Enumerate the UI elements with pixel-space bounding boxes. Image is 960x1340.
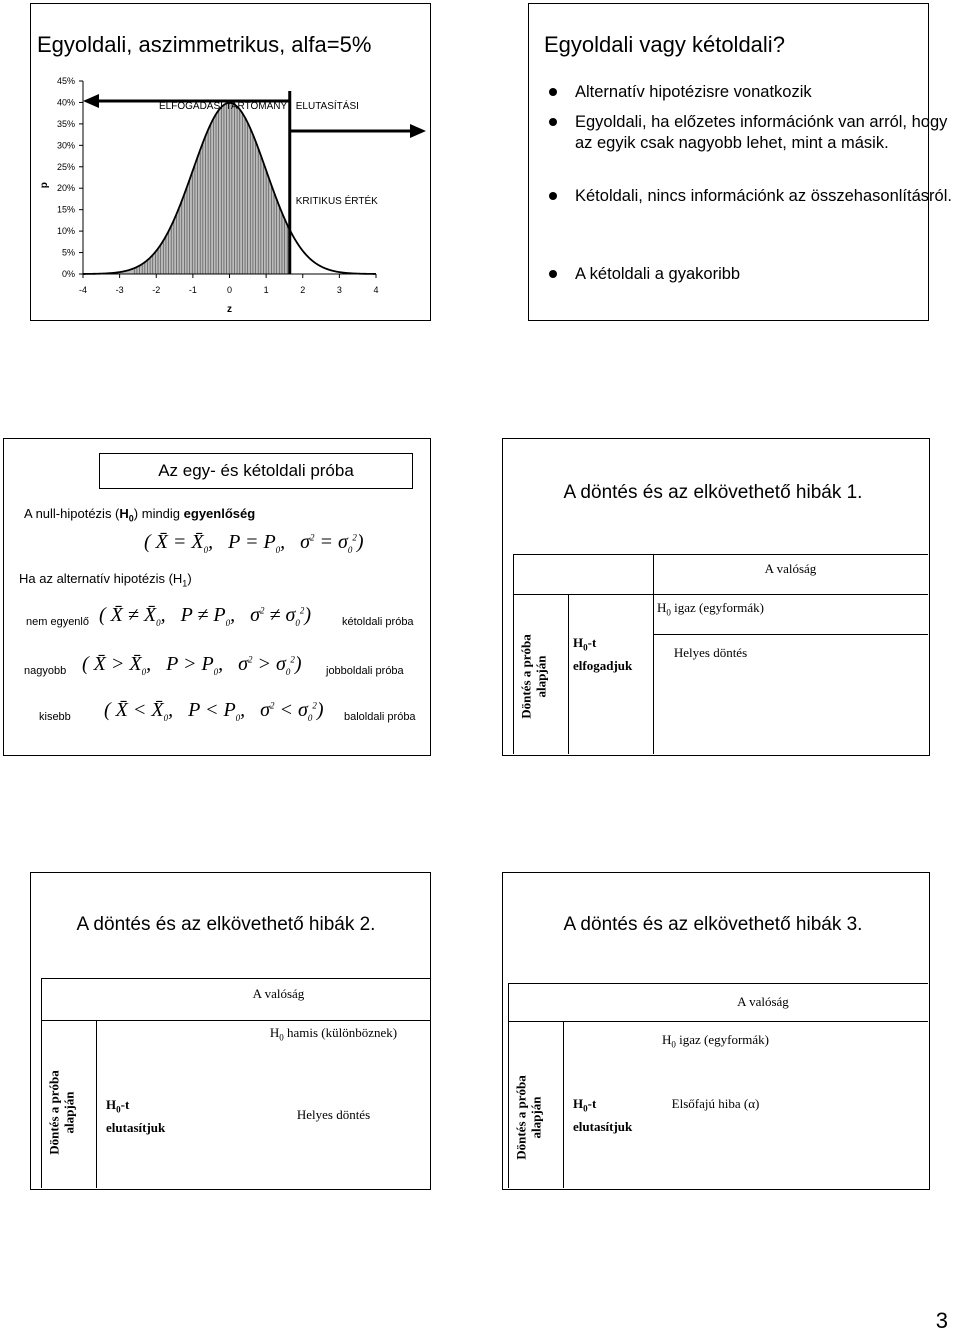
bullet-dot-icon	[549, 88, 557, 96]
x-tick-label: 3	[336, 285, 342, 295]
bullet-text: Alternatív hipotézisre vonatkozik	[575, 83, 812, 101]
row-header	[573, 634, 651, 674]
table-line	[508, 983, 928, 984]
row-rest: -t elutasítjuk	[573, 1096, 633, 1134]
y-tick-label: 40%	[56, 97, 75, 108]
x-tick-label: 2	[300, 285, 306, 295]
y-tick-label: 30%	[56, 140, 75, 151]
alt-sub: 1	[182, 578, 188, 589]
x-tick-label: -3	[115, 285, 124, 295]
slide1-title: Egyoldali, aszimmetrikus, alfa=5%	[37, 32, 372, 57]
row-sub: 0	[116, 1104, 121, 1115]
null-h: H	[119, 506, 129, 521]
slide-one-or-two-sided	[528, 3, 952, 321]
right-arrowhead-icon	[410, 124, 426, 138]
table-line	[653, 634, 928, 635]
slide4-title: A döntés és az elkövethető hibák 1.	[563, 482, 863, 503]
bullet-text: Kétoldali, nincs információnk az összehasonlításról.	[575, 187, 952, 205]
alt-hypothesis-line	[19, 571, 192, 589]
side-text: Döntés a próba alapján	[513, 1075, 544, 1160]
col-h: H	[656, 600, 667, 615]
alt-row-formula: ( X̄ < $X̄_0$, $P < P_0$, $\sigma^2 < \sigma_0^2$)	[104, 699, 324, 723]
x-tick-label: 4	[373, 285, 379, 295]
bullet-item	[549, 82, 955, 103]
slide-one-and-two-sided-test	[3, 438, 431, 756]
decision-table	[513, 554, 928, 754]
bullet-dot-icon	[549, 192, 557, 200]
decision-table	[41, 978, 431, 1188]
alt-row-formula: ( X̄ ≠ $X̄_0$, $P \ne P_0$, $\sigma^2 \ne \sigma_0^2$)	[99, 604, 312, 628]
x-tick-label: 1	[263, 285, 269, 295]
table-line	[513, 554, 928, 555]
rejection-region-label: ELUTASÍTÁSI	[295, 101, 359, 112]
reality-header: A valóság	[252, 986, 305, 1001]
y-tick-label: 45%	[56, 76, 75, 86]
null-prefix: A null-hipotézis (	[24, 506, 120, 521]
side-text: Döntés a próba alapján	[518, 634, 549, 719]
row-h: H	[573, 635, 584, 650]
slide-decision-errors-1	[502, 438, 930, 756]
row-rest: -t elfogadjuk	[573, 635, 633, 673]
critical-value-label: KRITIKUS ÉRTÉK	[295, 196, 378, 207]
bullet-dot-icon	[549, 118, 557, 126]
y-tick-label: 5%	[61, 247, 75, 258]
side-header	[514, 1058, 559, 1178]
row-sub: 0	[583, 1103, 588, 1114]
normal-distribution-chart	[31, 69, 430, 319]
null-formula: ( X̄ = $X̄_0$, $P = P_0$, $\sigma^2 = \sigma_0^2$)	[144, 531, 364, 555]
y-tick-label: 10%	[56, 226, 75, 237]
col-sub: 0	[671, 1039, 676, 1050]
col-rest: hamis (különböznek)	[283, 1025, 398, 1040]
left-arrowhead-icon	[83, 94, 99, 108]
side-header	[47, 1053, 92, 1173]
bullet-text: Egyoldali, ha előzetes információnk van arról, hogy az egyik csak nagyobb lehet, mint a másik.	[575, 113, 948, 152]
column-header	[653, 599, 768, 622]
slide-one-sided-test	[30, 3, 431, 321]
decision-cell: Helyes döntés	[673, 645, 748, 660]
side-text: Döntés a próba alapján	[46, 1070, 77, 1155]
alt-prefix: Ha az alternatív hipotézis (H	[19, 571, 183, 586]
x-tick-label: 0	[226, 285, 233, 295]
row-sub: 0	[583, 642, 588, 653]
slide-decision-errors-2	[30, 872, 431, 1190]
page-number: 3	[935, 1308, 948, 1333]
table-line	[41, 1020, 431, 1021]
reality-header: A valóság	[737, 994, 789, 1009]
null-suffix: egyenlőség	[183, 506, 256, 521]
alt-row-note: jobboldali próba	[326, 665, 404, 677]
table-line	[513, 594, 928, 595]
alt-row-label: nagyobb	[24, 665, 67, 677]
col-sub: 0	[279, 1032, 284, 1043]
alt-row-note: baloldali próba	[344, 711, 416, 723]
table-line	[568, 594, 569, 754]
col-h: H	[269, 1025, 280, 1040]
alt-suffix: )	[187, 571, 192, 586]
null-sub: 0	[128, 513, 134, 524]
null-hypothesis-line	[24, 506, 255, 524]
x-tick-label: -2	[152, 285, 161, 295]
table-line	[96, 1020, 97, 1188]
row-rest: -t elutasítjuk	[106, 1097, 166, 1135]
bullet-item	[549, 186, 955, 207]
decision-cell: Helyes döntés	[296, 1107, 371, 1122]
y-tick-label: 0%	[61, 269, 75, 279]
row-h: H	[106, 1097, 117, 1112]
row-h: H	[573, 1096, 584, 1111]
slide6-title: A döntés és az elkövethető hibák 3.	[563, 914, 863, 935]
row-header	[573, 1095, 658, 1135]
table-line	[563, 1021, 564, 1188]
acceptance-region-label: ELFOGADÁSI TARTOMÁNY	[159, 101, 288, 112]
y-tick-label: 25%	[56, 161, 75, 172]
slide3-title-box	[99, 453, 413, 489]
col-rest: igaz (egyformák)	[670, 600, 764, 615]
alt-row-note: kétoldali próba	[342, 616, 414, 628]
column-header	[266, 1024, 401, 1047]
decision-table	[508, 983, 928, 1188]
reality-header: A valóság	[764, 561, 817, 576]
side-header	[519, 617, 564, 737]
x-axis-label: z	[227, 304, 232, 315]
col-rest: igaz (egyformák)	[675, 1032, 769, 1047]
slide5-title: A döntés és az elkövethető hibák 2.	[76, 914, 376, 935]
alt-row-label: nem egyenlő	[26, 616, 89, 628]
col-sub: 0	[666, 607, 671, 618]
y-axis-label: p	[39, 182, 50, 189]
row-header	[106, 1096, 191, 1136]
bullet-item	[549, 112, 955, 154]
alt-row-label: kisebb	[39, 711, 71, 723]
col-h: H	[661, 1032, 672, 1047]
column-header	[653, 1031, 778, 1054]
y-tick-label: 15%	[56, 204, 75, 215]
slide2-title: Egyoldali vagy kétoldali?	[544, 32, 785, 57]
slide-decision-errors-3	[502, 872, 930, 1190]
table-line	[508, 1021, 928, 1022]
table-line	[41, 978, 42, 1188]
alt-row-formula: ( X̄ > $X̄_0$, $P > P_0$, $\sigma^2 > \sigma_0^2$)	[82, 653, 302, 677]
x-tick-label: -1	[188, 285, 197, 295]
slide3-title: Az egy- és kétoldali próba	[158, 461, 354, 480]
x-tick-label: -4	[78, 285, 88, 295]
null-mid: ) mindig	[133, 506, 184, 521]
y-tick-label: 20%	[56, 183, 75, 194]
table-line	[513, 554, 514, 754]
table-line	[41, 978, 431, 979]
bullet-text: A kétoldali a gyakoribb	[575, 265, 741, 283]
bullet-item	[549, 264, 955, 285]
decision-cell: Elsőfajú hiba (α)	[671, 1096, 760, 1111]
table-line	[508, 983, 509, 1188]
y-tick-label: 35%	[56, 118, 75, 129]
bullet-dot-icon	[549, 270, 557, 278]
